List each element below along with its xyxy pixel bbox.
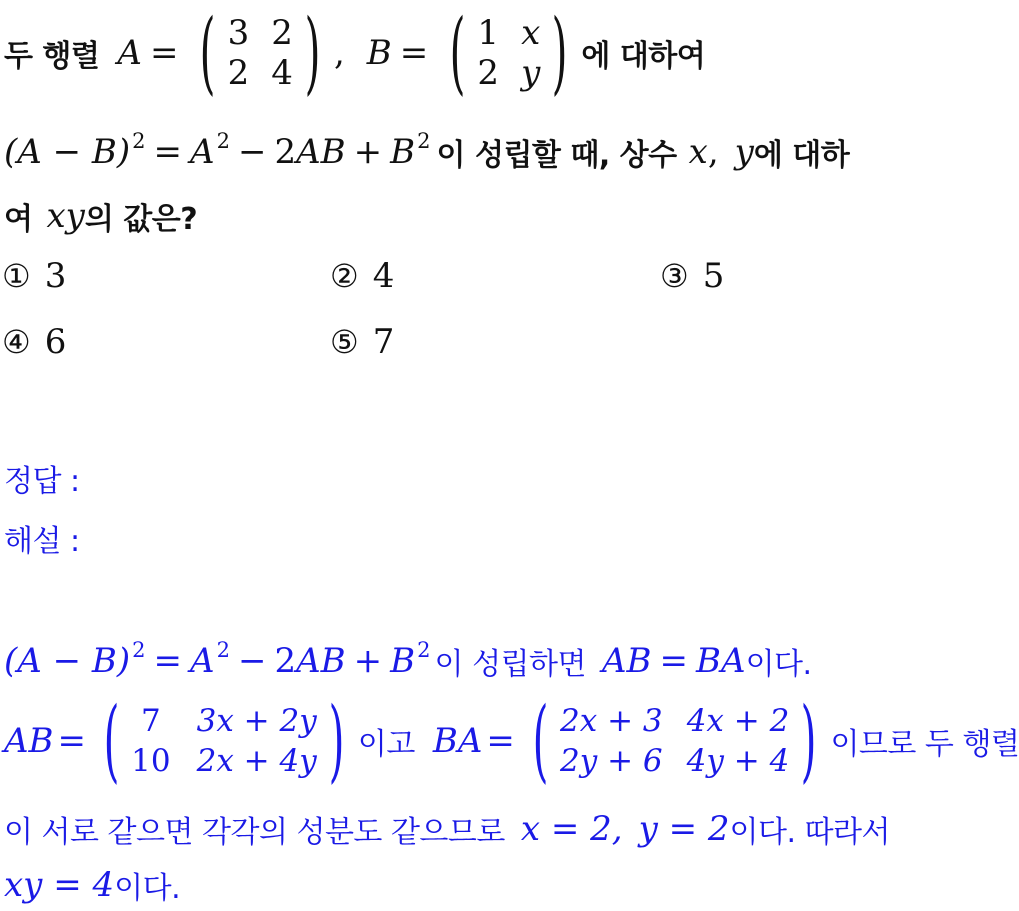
matrix-a-cell: 3 [227, 13, 250, 53]
explanation-line-1: $(A - B)^2$ = $A^2$ − 2 AB + $B^2$ 이 성립하면 AB = BA 이다. [4, 638, 812, 682]
explanation-line1-text: 이 성립하면 [434, 647, 586, 682]
explanation-line4-end: 이다. [114, 871, 181, 906]
choice-5[interactable] [330, 322, 394, 362]
equals-sign: = [399, 33, 429, 73]
matrix-ba-cell: 2y + 6 [560, 743, 663, 779]
question-line2-suffix: 에 대하 [753, 138, 850, 173]
question-line1-suffix: 에 대하여 [581, 39, 706, 74]
choice-value: 3 [44, 256, 67, 296]
result-y: y = 2 [638, 809, 730, 849]
matrix-a-label: A [117, 33, 142, 73]
choice-mark: ① [2, 257, 31, 295]
question-line2-text: 이 성립할 때, 상수 [436, 138, 677, 173]
equals-sign: = [149, 33, 179, 73]
matrix-ba-cell: 4x + 2 [686, 703, 790, 739]
choice-mark: ⑤ [330, 323, 359, 361]
explanation-line2-mid: 이고 [357, 727, 415, 762]
question-line-3 [4, 188, 197, 244]
matrix-b-cell: y [521, 53, 541, 93]
matrix-ab-cell: 3x + 2y [196, 703, 317, 739]
matrix-ba-cell: 2x + 3 [560, 703, 663, 739]
explanation-line3-end: 이다. 따라서 [729, 815, 891, 850]
matrix-ab-cell: 10 [131, 743, 171, 779]
matrix-b: ( 1 x 2 y ) [449, 0, 568, 105]
var-y: y [734, 132, 754, 172]
matrix-ab-cell: 7 [141, 703, 161, 739]
matrix-ab-cell: 2x + 4y [196, 743, 317, 779]
choice-value: 5 [702, 256, 725, 296]
result-x: x = 2, [520, 809, 623, 849]
matrix-a: ( 3 2 2 4 ) [200, 0, 321, 105]
matrix-ba-cell: 4y + 4 [686, 743, 790, 779]
question-line3-prefix: 여 [4, 202, 33, 237]
answer-label: 정답 : [4, 464, 80, 499]
explanation-line-4 [4, 860, 180, 910]
choice-mark: ② [330, 257, 359, 295]
choice-2[interactable] [330, 256, 394, 296]
equation-lhs: $(A - B)^2$ [4, 129, 146, 172]
result-xy: xy = 4 [4, 865, 115, 905]
explanation-line3-text: 이 서로 같으면 각각의 성분도 같으므로 [4, 815, 505, 850]
question-prefix: 두 행렬 [4, 39, 100, 74]
choice-mark: ③ [660, 257, 689, 295]
matrix-b-cell: 2 [477, 53, 500, 93]
choice-1[interactable] [2, 256, 66, 296]
explanation-line1-end: 이다. [745, 647, 812, 682]
explanation-line2-suffix: 이므로 두 행렬 [830, 727, 1019, 762]
explanation-line-3 [4, 804, 890, 854]
matrix-b-cell: x [521, 13, 541, 53]
matrix-a-cell: 4 [271, 53, 293, 93]
question-line3-suffix: 의 값은? [84, 202, 198, 237]
choice-4[interactable] [2, 322, 66, 362]
matrix-b-label: B [366, 33, 392, 73]
explanation-line-2: AB = ( 7 3x + 2y 10 2x + 4y ) 이고 BA = ( 2x + 3 4x + 2 2y + 6 4y + 4 ) 이므로 두 행렬 [4, 688, 1019, 793]
question-line-1 [4, 0, 706, 105]
matrix-ba: ( 2x + 3 4x + 2 2y + 6 4y + 4 ) [532, 688, 817, 793]
choice-value: 7 [372, 322, 395, 362]
choice-3[interactable] [660, 256, 724, 296]
matrix-b-cell: 1 [477, 13, 500, 53]
matrix-ab: ( 7 3x + 2y 10 2x + 4y ) [103, 688, 345, 793]
question-line-2: $(A - B)^2$ = $A^2$ − 2 AB + $B^2$ 이 성립할 때, 상수 x , y 에 대하 [4, 129, 850, 173]
explanation-label: 해설 : [4, 524, 80, 559]
choice-mark: ④ [2, 323, 31, 361]
var-x: x [688, 132, 708, 172]
matrix-a-cell: 2 [271, 13, 293, 53]
matrix-a-cell: 2 [227, 53, 250, 93]
choice-value: 6 [44, 322, 67, 362]
choice-value: 4 [372, 256, 395, 296]
var-xy: xy [46, 196, 85, 236]
comma: , [333, 33, 345, 73]
